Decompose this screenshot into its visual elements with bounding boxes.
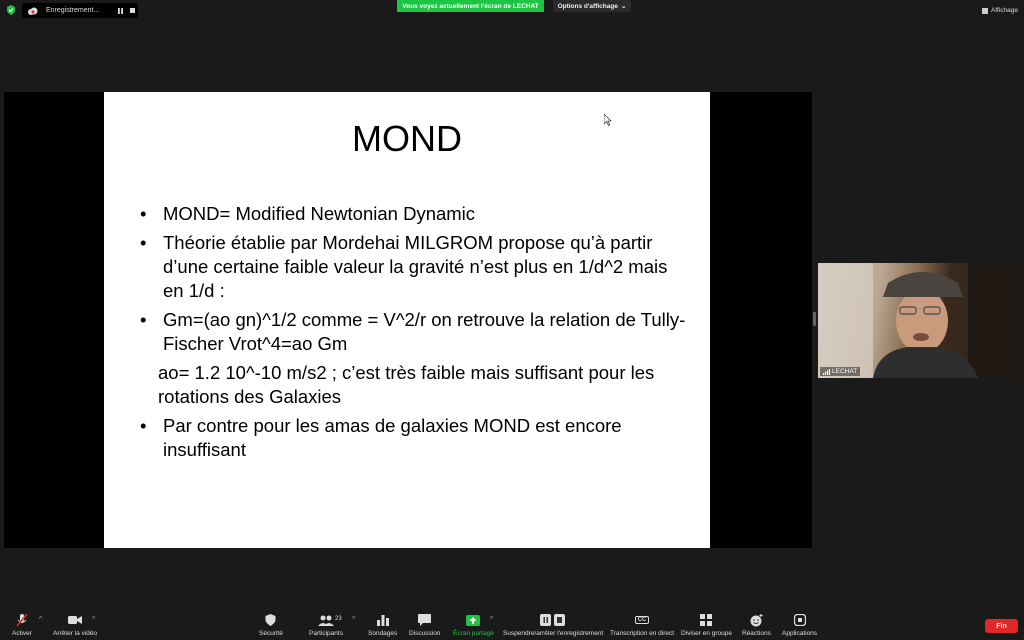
video-camera-icon: [68, 615, 82, 625]
presentation-slide: [104, 92, 710, 548]
participants-count: 23: [335, 616, 342, 622]
slide-bullet-item: [140, 202, 690, 226]
closed-caption-icon: CC: [635, 616, 650, 624]
end-meeting-button[interactable]: Fin: [985, 619, 1018, 633]
slide-bullet-list: [140, 202, 690, 467]
apps-button[interactable]: [782, 612, 817, 637]
meeting-toolbar: [0, 606, 1024, 640]
recording-indicator: [22, 3, 138, 18]
apps-label: Applications: [782, 630, 818, 637]
unmute-button[interactable]: [12, 612, 32, 637]
share-screen-button[interactable]: [453, 612, 494, 637]
breakout-rooms-button[interactable]: [681, 612, 732, 637]
reactions-label: Réactions: [742, 630, 771, 637]
security-label: Sécurité: [259, 630, 283, 637]
participant-video-tile[interactable]: [818, 263, 1021, 378]
shield-icon: [265, 614, 276, 626]
share-screen-icon: [466, 615, 480, 626]
share-screen-label: Écran partagé: [453, 630, 494, 637]
pause-recording-button[interactable]: [114, 6, 126, 16]
slide-paragraph: [140, 361, 690, 409]
bullet-text: MOND= Modified Newtonian Dynamic: [163, 203, 476, 224]
smiley-reaction-icon: [750, 614, 763, 627]
participant-name-tag: [820, 367, 860, 376]
participants-options-caret[interactable]: ^: [352, 616, 356, 623]
pause-icon: [118, 8, 123, 14]
view-options-label: Options d'affichage: [557, 2, 618, 10]
participants-label: Participants: [309, 630, 343, 637]
layout-label: Affichage: [991, 7, 1018, 14]
bullet-marker: •: [140, 232, 147, 253]
slide-bullet-item: [140, 308, 690, 356]
layout-grid-icon: [982, 8, 988, 14]
recording-label: Enregistrement...: [46, 7, 100, 14]
live-transcript-label: Transcription en direct: [610, 630, 675, 637]
slide-title: MOND: [352, 118, 462, 159]
pause-stop-recording-icon: [540, 614, 566, 626]
video-button[interactable]: [53, 612, 97, 637]
video-options-caret[interactable]: ^: [92, 616, 96, 623]
mouse-cursor-icon: [604, 114, 612, 126]
cloud-recording-icon: [27, 7, 39, 15]
polls-icon: [377, 615, 389, 626]
shared-screen-area: [4, 92, 812, 548]
breakout-rooms-icon: [700, 614, 712, 626]
stop-icon: [130, 8, 135, 13]
bullet-marker: •: [140, 415, 147, 436]
audio-options-caret[interactable]: ^: [39, 616, 43, 623]
breakout-rooms-label: Diviser en groupe: [681, 630, 732, 637]
share-options-caret[interactable]: ^: [490, 616, 494, 623]
slide-bullet-item: [140, 414, 690, 462]
pause-stop-recording-label: Suspendre/arrêter l'enregistrement: [503, 630, 604, 637]
stop-recording-button[interactable]: [126, 6, 138, 16]
bullet-marker: •: [140, 203, 147, 224]
chat-button[interactable]: [409, 612, 440, 637]
bullet-text: Par contre pour les amas de galaxies MOND est encore insuffisant: [163, 415, 622, 460]
chat-label: Discussion: [409, 630, 441, 637]
chevron-down-icon: ⌄: [620, 3, 627, 10]
participant-name: LECHAT: [832, 368, 858, 375]
view-options-menu[interactable]: [553, 0, 631, 12]
participants-icon: [318, 615, 334, 626]
security-button[interactable]: [259, 612, 283, 637]
layout-view-button[interactable]: [978, 5, 1018, 16]
chat-bubble-icon: [418, 614, 431, 626]
bullet-marker: •: [140, 309, 147, 330]
signal-strength-icon: [823, 369, 830, 375]
reactions-button[interactable]: [742, 612, 771, 637]
polls-button[interactable]: [368, 612, 397, 637]
video-label: Arrêter la vidéo: [53, 630, 98, 637]
microphone-muted-icon: [16, 613, 28, 627]
panel-resize-handle[interactable]: [813, 312, 816, 326]
screen-share-banner: Vous voyez actuellement l'écran de LECHAT: [397, 0, 544, 12]
pause-stop-recording-button[interactable]: [503, 612, 603, 637]
participant-video-feed: [818, 263, 1021, 378]
paragraph-text: ao= 1.2 10^-10 m/s2 ; c’est très faible mais suffisant pour les rotations des Galaxies: [158, 362, 655, 407]
bullet-text: Gm=(ao gn)^1/2 comme = V^2/r on retrouve la relation de Tully-Fischer Vrot^4=ao Gm: [163, 309, 686, 354]
top-bar: [0, 0, 1024, 20]
unmute-label: Activer: [12, 630, 32, 637]
slide-bullet-item: [140, 231, 690, 303]
security-shield-icon[interactable]: [6, 5, 16, 15]
live-transcript-button[interactable]: [610, 612, 674, 637]
apps-icon: [794, 614, 806, 626]
polls-label: Sondages: [368, 630, 398, 637]
bullet-text: Théorie établie par Mordehai MILGROM propose qu’à partir d’une certaine faible valeur la gravité n’est plus en 1/d^2 mais en 1/d :: [163, 232, 668, 301]
